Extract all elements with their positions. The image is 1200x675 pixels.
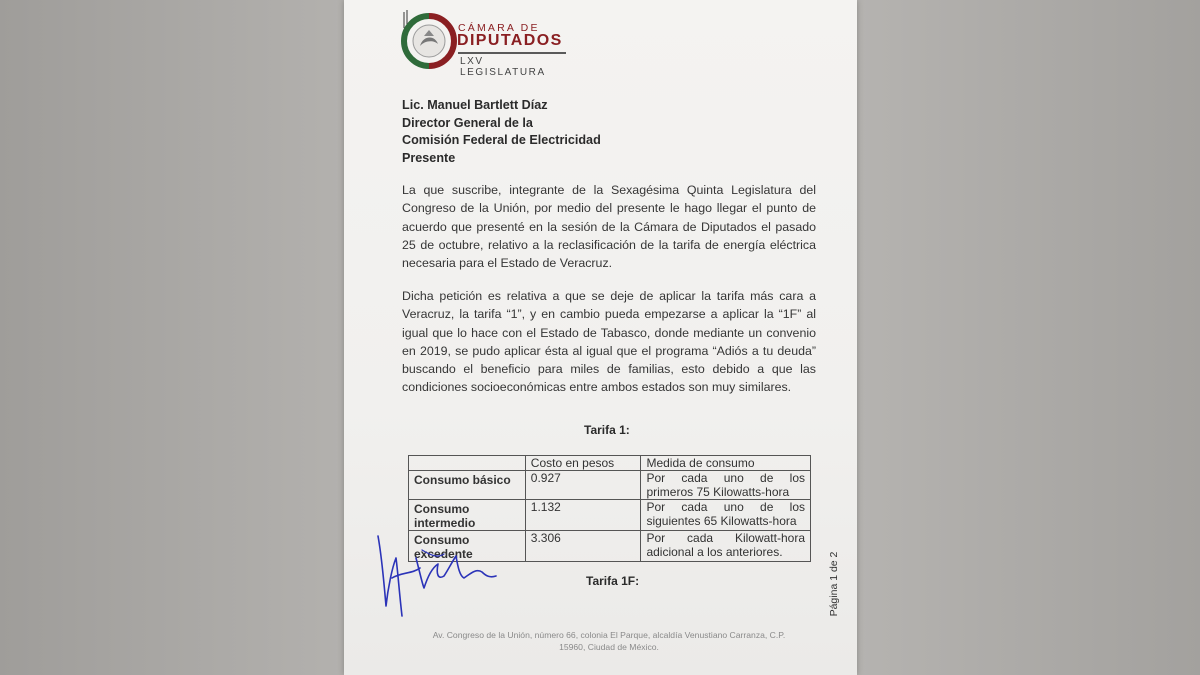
table-header-cell: Costo en pesos <box>525 456 641 471</box>
tarifa-1-heading: Tarifa 1: <box>584 423 630 437</box>
row-cost: 3.306 <box>525 531 641 562</box>
body-paragraph-1: La que suscribe, integrante de la Sexagésima Quinta Legislatura del Congreso de la Unión, por medio del presente le hago llegar el punto de acuerdo que presenté en la sesión de la Cámara de Diputados el pasado 25 de octubre, relativo a la reclasificación de la tarifa de energía eléctrica necesaria para el Estado de Veracruz. <box>402 183 816 271</box>
row-measure <box>641 500 811 531</box>
letter-page <box>344 0 857 675</box>
row-cost: 1.132 <box>525 500 641 531</box>
row-measure-line: Por cada Kilowatt-hora <box>646 531 805 545</box>
letterhead-line-3: LXV LEGISLATURA <box>460 56 546 78</box>
letterhead-divider <box>458 52 566 54</box>
camara-emblem-icon <box>400 10 458 72</box>
body-paragraph-2: Dicha petición es relativa a que se deje de aplicar la tarifa más cara a Veracruz, la tarifa “1”, y en cambio pueda empezarse a aplicar la “1F” al igual que lo hace con el Estado de Tabasco, donde mediante un convenio en 2019, se pudo aplicar ésta al igual que el programa “Adiós a tu deuda” buscando el beneficio para miles de familias, esto debido a que las condiciones socioeconómicas entre ambos estados son muy similares. <box>402 289 816 395</box>
table-row <box>409 471 811 500</box>
addressee-block <box>402 97 601 167</box>
addressee-organization: Comisión Federal de Electricidad <box>402 133 601 147</box>
handwritten-signature <box>372 528 502 623</box>
row-measure-line: siguientes 65 Kilowatts-hora <box>646 514 797 528</box>
footer-line: 15960, Ciudad de México. <box>559 641 659 652</box>
table-header-cell <box>409 456 526 471</box>
addressee-salutation: Presente <box>402 150 456 165</box>
row-concept: Consumo excedente <box>409 531 526 562</box>
row-measure-line: adicional a los anteriores. <box>646 545 783 559</box>
table-row <box>409 500 811 531</box>
addressee-name: Lic. Manuel Bartlett Díaz <box>402 98 548 112</box>
row-measure-line: Por cada uno de los <box>646 471 805 485</box>
row-measure-line: Por cada uno de los <box>646 500 805 514</box>
tarifa-1f-heading: Tarifa 1F: <box>586 574 640 588</box>
row-measure <box>641 471 811 500</box>
letterhead-logo <box>400 10 570 78</box>
row-concept: Consumo básico <box>409 471 526 500</box>
footer-address <box>414 630 804 653</box>
photo-background-left <box>0 0 344 675</box>
footer-line: Av. Congreso de la Unión, número 66, colonia El Parque, alcaldía Venustiano Carranza, C.P. <box>432 630 786 640</box>
row-measure <box>641 531 811 562</box>
page-number: Página 1 de 2 <box>828 551 840 617</box>
letterhead-line-1: CÁMARA DE <box>458 22 540 34</box>
row-measure-line: primeros 75 Kilowatts-hora <box>646 485 790 499</box>
table-header-row <box>409 456 811 471</box>
letterhead-line-2: DIPUTADOS <box>457 32 563 49</box>
table-header-cell: Medida de consumo <box>641 456 811 471</box>
row-cost: 0.927 <box>525 471 641 500</box>
row-concept: Consumo intermedio <box>409 500 526 531</box>
photo-background-right <box>857 0 1200 675</box>
addressee-title: Director General de la <box>402 115 533 130</box>
